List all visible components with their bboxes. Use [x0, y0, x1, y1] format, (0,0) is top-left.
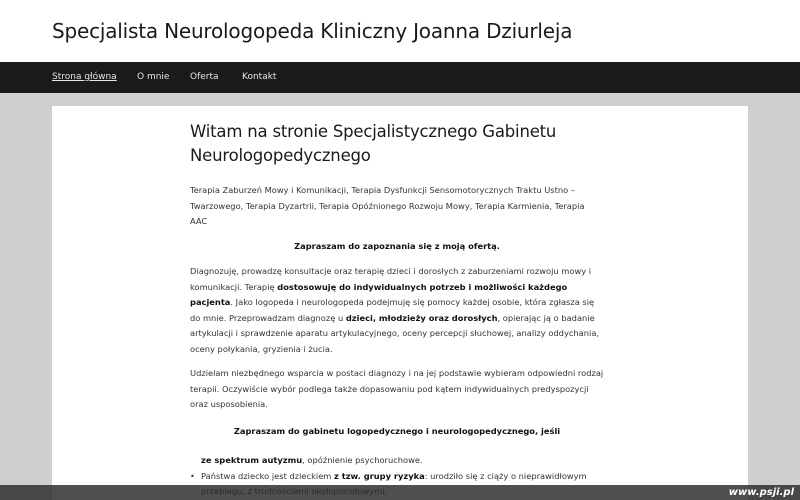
clinic-invite: Zapraszam do gabinetu logopedycznego i neurologopedycznego, jeśli [233, 425, 561, 436]
text-span: Diagnozuję, prowadzę konsultacje oraz terapię dzieci i dorosłych z zaburzeniami rozwoju mowy i komunikacji. Terapię [190, 266, 592, 292]
bold-span: dostosowuję do indywidualnych potrzeb i możliwości każdego pacjenta [190, 281, 568, 307]
content-area [52, 106, 748, 500]
text-span: . Jako logopeda i neurologopeda podejmuję się pomocy każdej osobie, która zgłasza się do mnie. Przeprowadzam diagnozę u [190, 297, 595, 323]
watermark: www.psji.pl [728, 487, 794, 498]
watermark-bar [0, 485, 800, 500]
offer-invite: Zapraszam do zapoznania się z moją ofertą. [294, 240, 500, 251]
site-header [0, 0, 800, 62]
support-paragraph: Udzielam niezbędnego wsparcia w postaci diagnozy i na jej podstawie wybieram odpowiedni rodzaj terapii. Oczywiście wybór podlega także dopasowaniu pod kątem indywidualnych predyspozycji oraz usposobienia. [190, 368, 604, 409]
nav-item-offer[interactable]: Oferta [190, 72, 219, 82]
text-span: : urodziło się z ciąży o nieprawidłowym [424, 470, 587, 481]
text-span: , opóźnienie psychoruchowe. [302, 455, 423, 465]
site-title[interactable]: Specjalista Neurologopeda Kliniczny Joanna Dziurleja [52, 19, 573, 43]
nav-item-home[interactable]: Strona główna [52, 72, 117, 82]
text-span: Państwa dziecko jest dzieckiem [201, 470, 335, 481]
intro-paragraph: Terapia Zaburzeń Mowy i Komunikacji, Terapia Dysfunkcji Sensomotorycznych Traktu Ustno – Twarzowego, Terapia Dyzartrii, Terapia Opóźnionego Rozwoju Mowy, Terapia Karmienia, Terapia AAC [190, 185, 585, 226]
bold-span: ze spektrum autyzmu [201, 455, 303, 465]
bold-span: z tzw. grupy ryzyka [334, 470, 425, 481]
article [190, 106, 604, 500]
text-span: , opierając ją o badanie artykulacji i sprawdzenie aparatu artykulacyjnego, oceny percepcji słuchowej, analizy oddychania, oceny połykania, gryzienia i żucia. [190, 312, 600, 354]
bold-span: dzieci, młodzieży oraz dorosłych [345, 312, 498, 323]
main-nav [0, 62, 800, 93]
diagnosis-paragraph [190, 264, 604, 357]
nav-item-contact[interactable]: Kontakt [242, 72, 277, 82]
list-item [190, 453, 604, 469]
nav-item-about[interactable]: O mnie [137, 72, 170, 82]
page-title: Witam na stronie Specjalistycznego Gabinetu Neurologopedycznego [190, 122, 557, 165]
